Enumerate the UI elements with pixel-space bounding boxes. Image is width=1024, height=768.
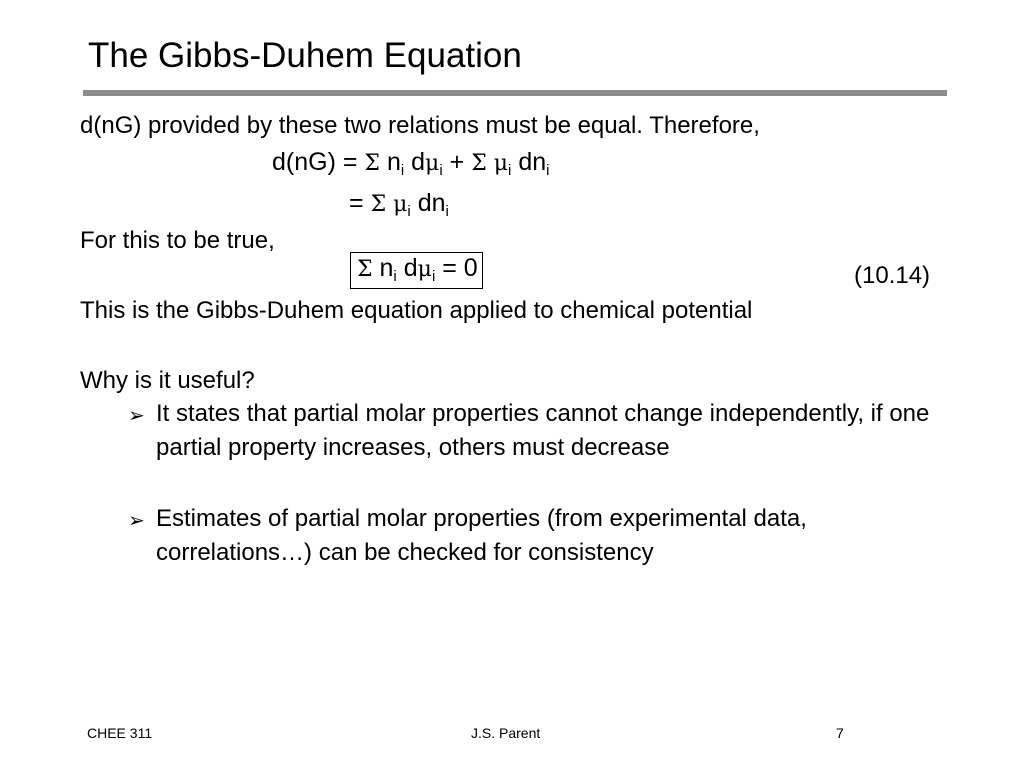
- eq-equals: =: [342, 148, 358, 176]
- mu-symbol: μ: [417, 257, 432, 282]
- equation-dnG: [272, 148, 550, 179]
- title-divider: [83, 90, 947, 96]
- footer-course: CHEE 311: [87, 725, 153, 741]
- subscript-i: i: [431, 268, 436, 285]
- subscript-i: i: [508, 162, 512, 179]
- subscript-i: i: [439, 162, 443, 179]
- gibbs-duhem-box: [350, 252, 483, 289]
- subscript-i: i: [546, 162, 550, 179]
- eq-zero: = 0: [442, 254, 478, 282]
- footer-page-number: 7: [836, 725, 844, 741]
- eq-dn: dn: [518, 148, 547, 176]
- equation-mu-dn: [349, 189, 449, 220]
- bullet-item-1: It states that partial molar properties cannot change independently, if one partial property increases, others must decrease: [156, 400, 930, 461]
- footer-author: J.S. Parent: [471, 725, 541, 741]
- subscript-i: i: [407, 203, 411, 220]
- bullet-item-2: Estimates of partial molar properties (from experimental data, correlations…) can be checked for consistency: [156, 505, 807, 566]
- eq-lhs: d(nG): [272, 148, 336, 176]
- eq-equals: =: [349, 189, 364, 217]
- subscript-i: i: [393, 268, 397, 285]
- eq-dn: dn: [417, 189, 446, 217]
- mu-symbol: μ: [493, 151, 509, 176]
- intro-text: d(nG) provided by these two relations must be equal. Therefore,: [80, 112, 760, 139]
- condition-text: For this to be true,: [80, 227, 275, 254]
- eq-plus: +: [449, 148, 465, 176]
- sigma-symbol: Σ: [357, 257, 373, 282]
- mu-symbol: μ: [393, 192, 408, 217]
- eq-d: d: [411, 148, 426, 176]
- subscript-i: i: [400, 162, 405, 179]
- eq-d: d: [403, 254, 418, 282]
- sigma-symbol: Σ: [370, 192, 387, 217]
- statement-text: This is the Gibbs-Duhem equation applied to chemical potential: [80, 297, 753, 324]
- subscript-i: i: [445, 203, 449, 220]
- arrow-bullet-icon: ➢: [128, 405, 145, 427]
- question-text: Why is it useful?: [80, 367, 255, 394]
- equation-number: (10.14): [854, 262, 931, 289]
- slide-title: The Gibbs-Duhem Equation: [88, 36, 522, 75]
- eq-n: n: [386, 148, 401, 176]
- sigma-symbol: Σ: [471, 151, 487, 176]
- sigma-symbol: Σ: [364, 151, 380, 176]
- arrow-bullet-icon: ➢: [128, 510, 145, 532]
- eq-n: n: [379, 254, 394, 282]
- mu-symbol: μ: [425, 151, 440, 176]
